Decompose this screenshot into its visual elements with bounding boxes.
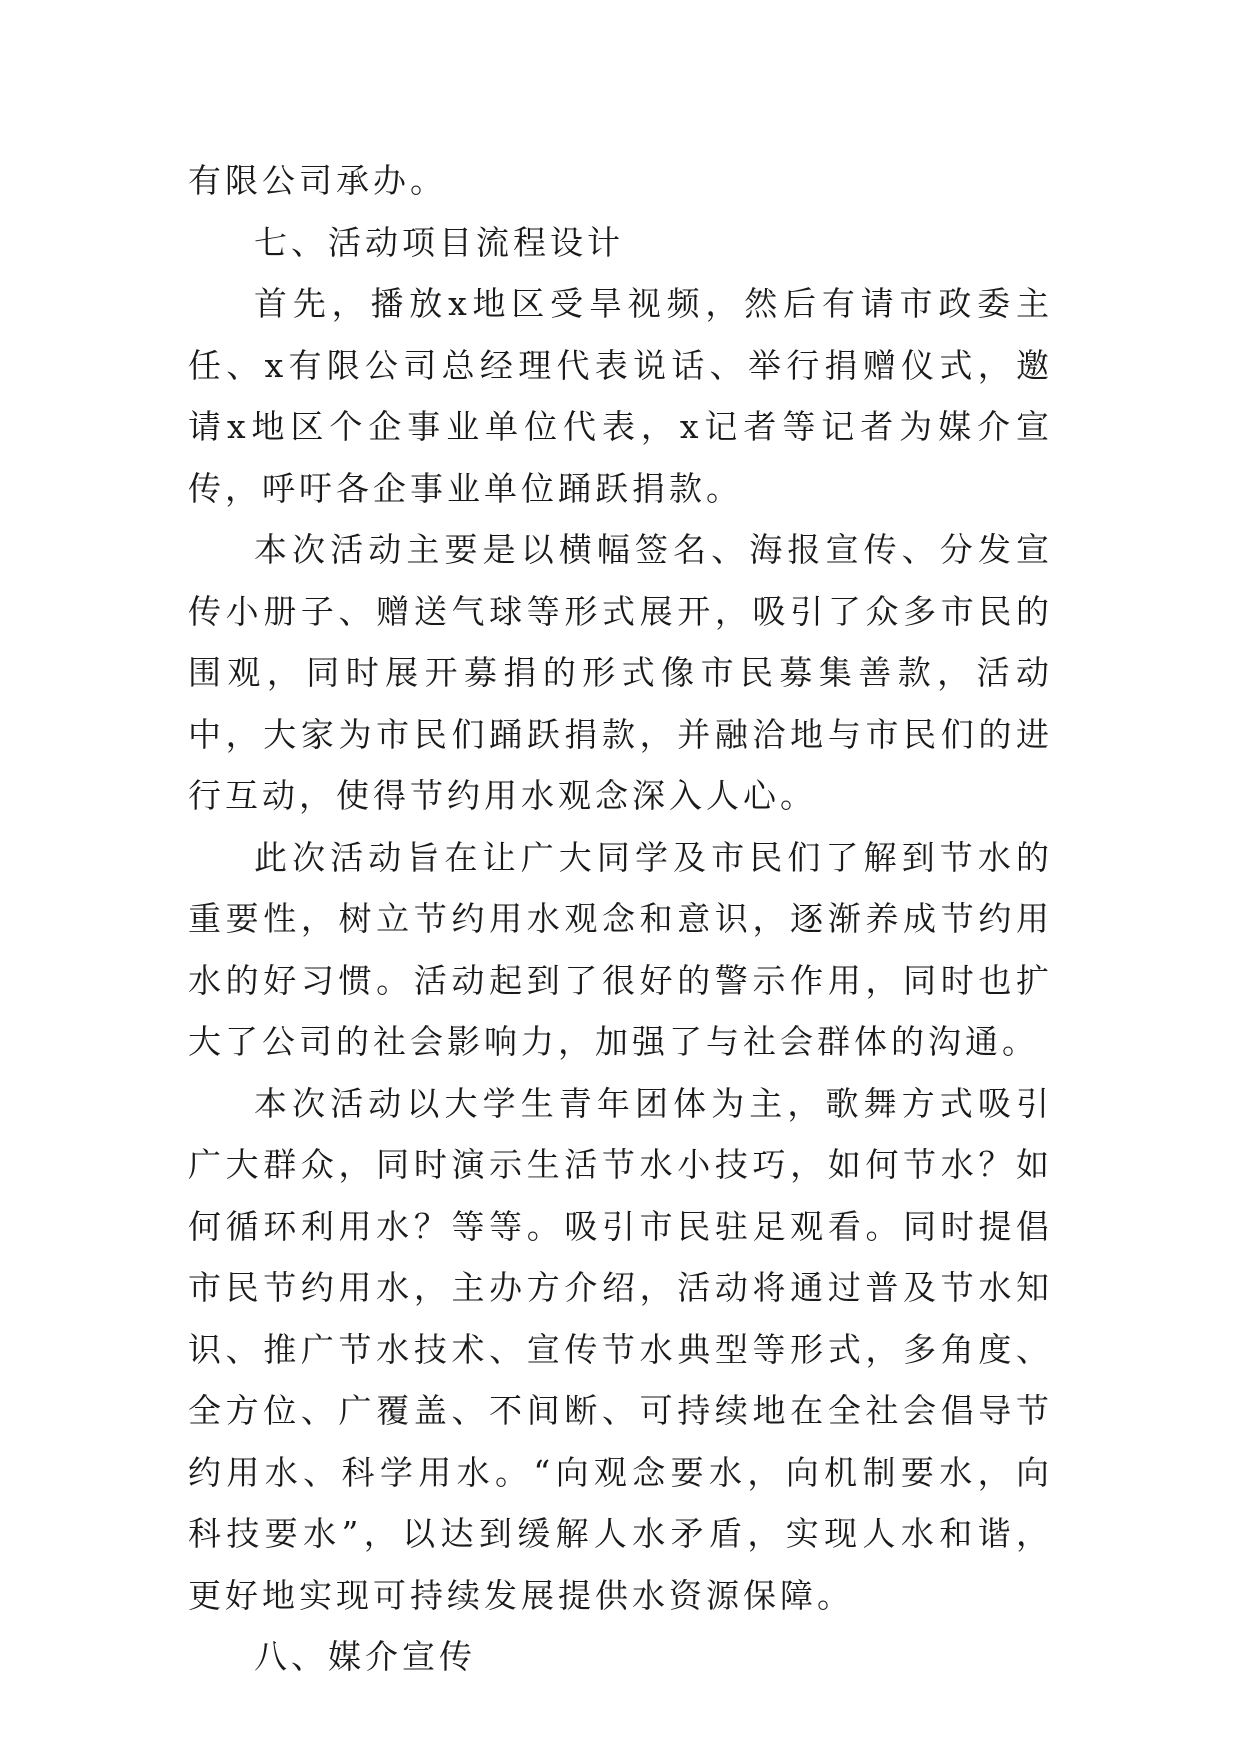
section-heading-eight: 八、媒介宣传 xyxy=(254,1637,476,1676)
paragraph-activity-participants: 本次活动以大学生青年团体为主，歌舞方式吸引广大群众，同时演示生活节水小技巧，如何节水？如何循环利用水？等等。吸引市民驻足观看。同时提倡市民节约用水，主办方介绍，活动将通过普及节水知识、推广节水技术、宣传节水典型等形式，多角度、全方位、广覆盖、不间断、可持续地在全社会倡导节约用水、科学用水。“向观念要水，向机制要水，向科技要水”，以达到缓解人水矛盾，实现人水和谐，更好地实现可持续发展提供水资源保障。 xyxy=(188,1083,1053,1615)
paragraph-activity-forms: 本次活动主要是以横幅签名、海报宣传、分发宣传小册子、赠送气球等形式展开，吸引了众多市民的围观，同时展开募捐的形式像市民募集善款，活动中，大家为市民们踊跃捐款，并融洽地与市民们的进行互动，使得节约用水观念深入人心。 xyxy=(188,530,1053,815)
paragraph-process: 首先，播放x地区受旱视频，然后有请市政委主任、x有限公司总经理代表说话、举行捐赠仪式，邀请x地区个企事业单位代表，x记者等记者为媒介宣传，呼吁各企事业单位踊跃捐款。 xyxy=(188,284,1053,508)
document-body xyxy=(188,150,1053,1688)
section-heading-seven: 七、活动项目流程设计 xyxy=(254,222,624,262)
paragraph-activity-purpose: 此次活动旨在让广大同学及市民们了解到节水的重要性，树立节约用水观念和意识，逐渐养成节约用水的好习惯。活动起到了很好的警示作用，同时也扩大了公司的社会影响力，加强了与社会群体的沟通。 xyxy=(188,837,1053,1061)
paragraph-continuation: 有限公司承办。 xyxy=(188,161,447,200)
